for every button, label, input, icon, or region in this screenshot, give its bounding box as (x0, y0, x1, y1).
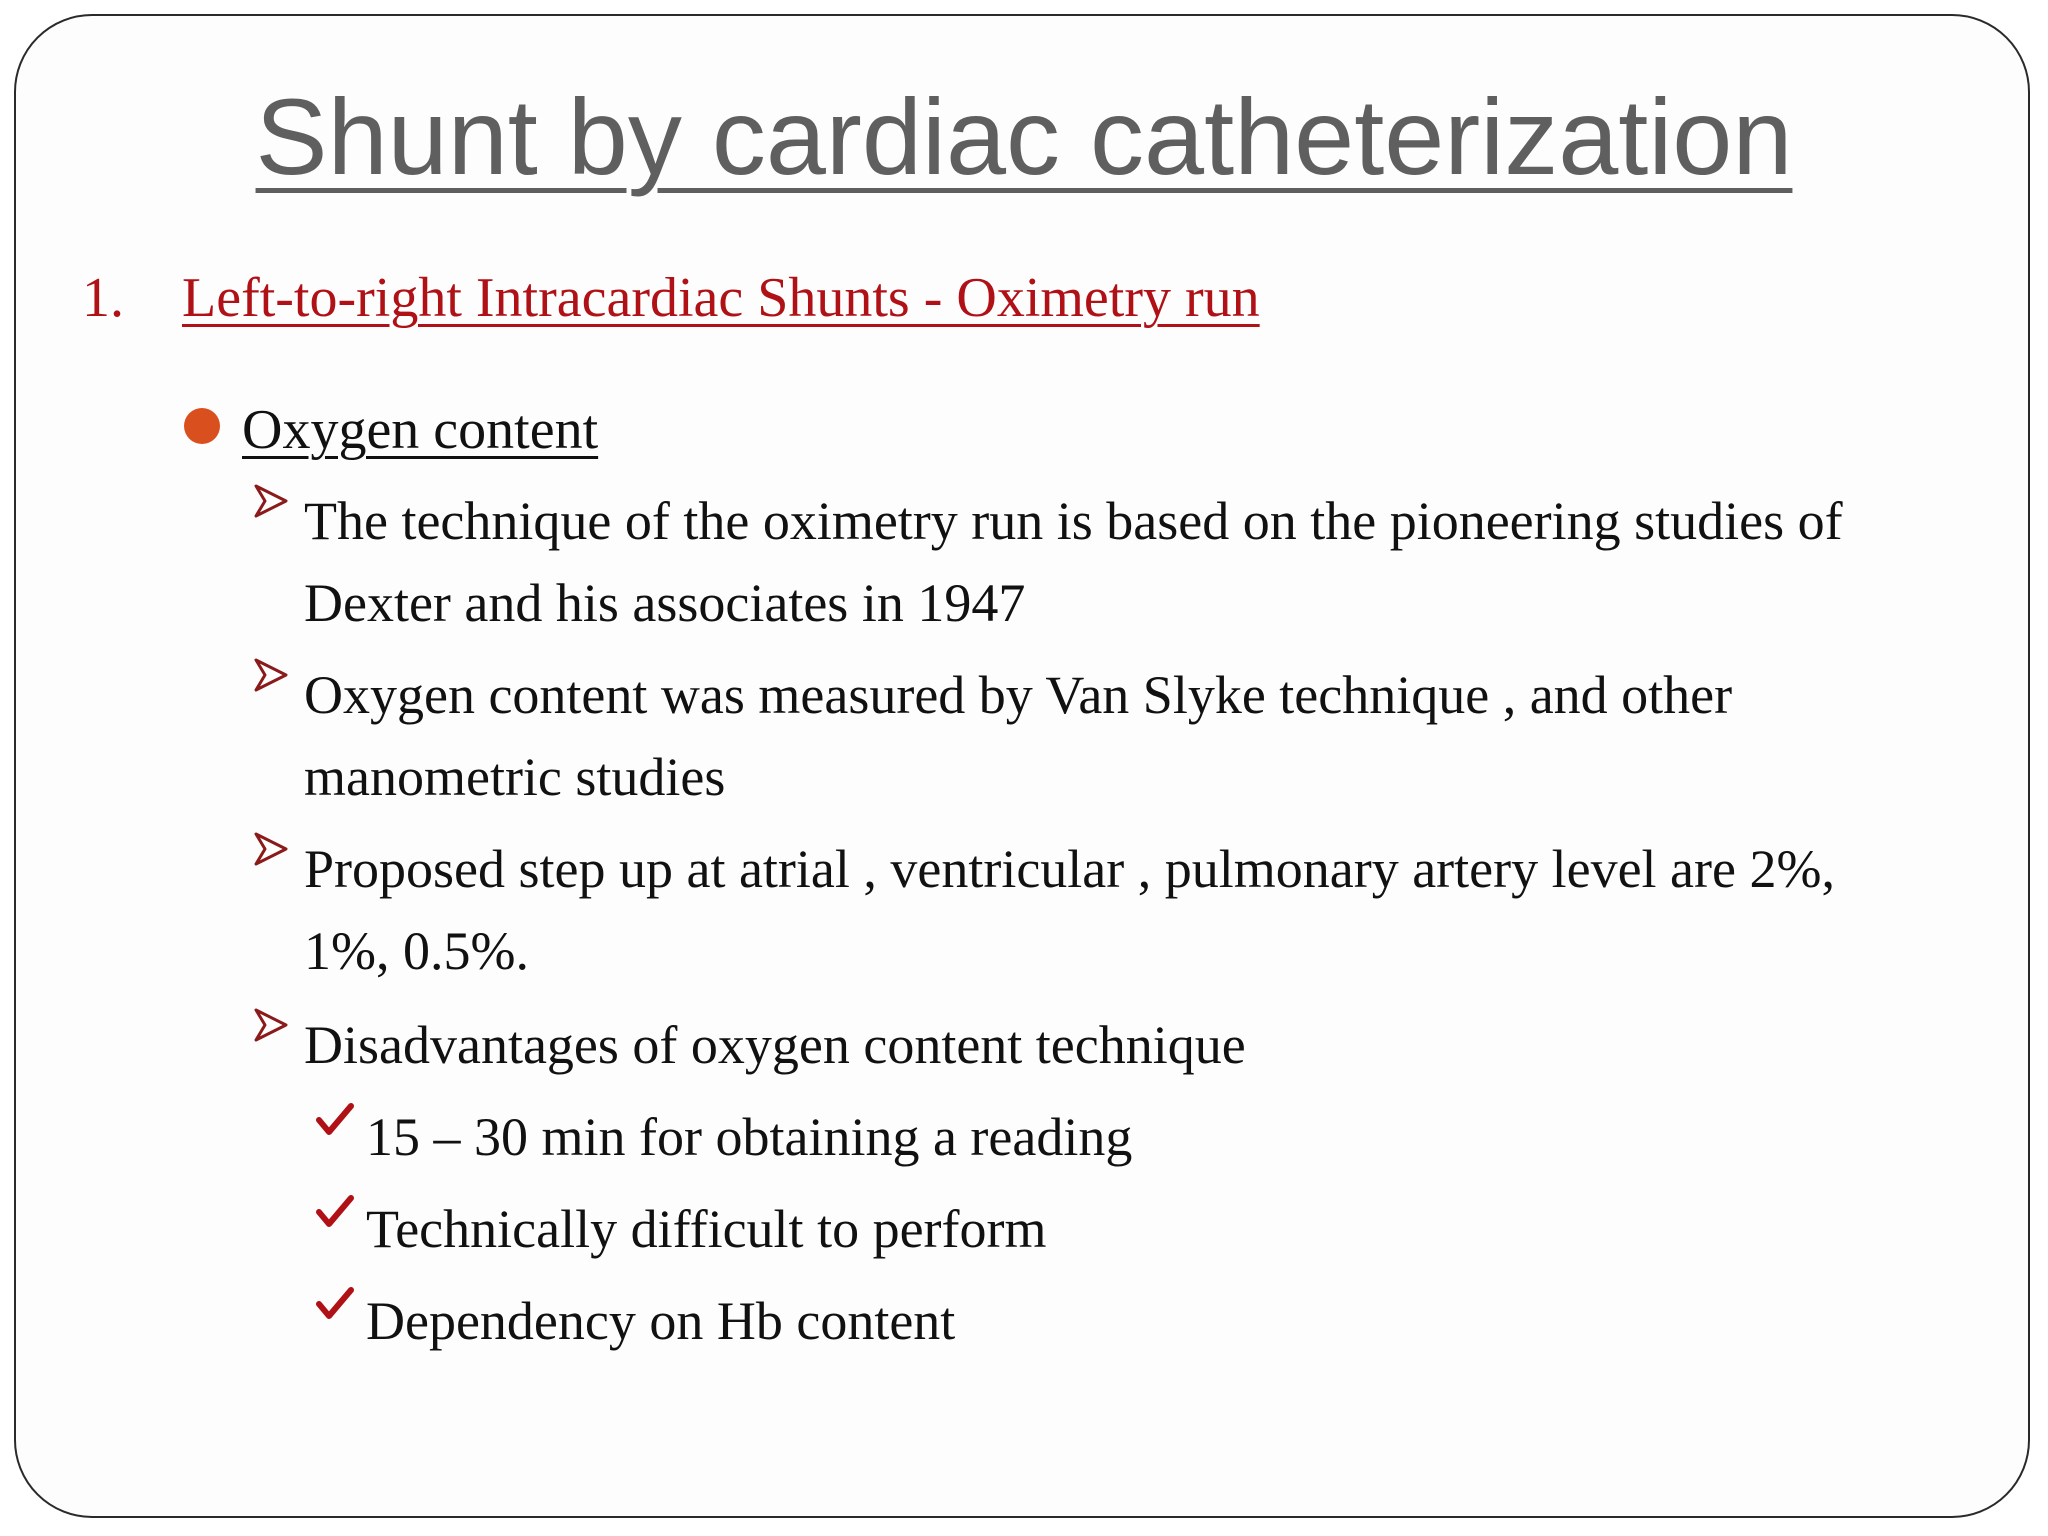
sub-point (254, 480, 1894, 644)
slide (14, 14, 2030, 1518)
arrowhead-bullet-icon (254, 658, 288, 692)
bullet-dot-icon (184, 408, 220, 444)
section-heading-text: Left-to-right Intracardiac Shunts - Oximetry run (182, 267, 1260, 329)
sub-point-text: Proposed step up at atrial , ventricular , pulmonary artery level are 2%, 1%, 0.5%. (304, 839, 1835, 981)
disadvantage-text: Dependency on Hb content (366, 1291, 956, 1351)
sub-point-text: Oxygen content was measured by Van Slyke technique , and other manometric studies (304, 665, 1733, 807)
arrowhead-bullet-icon (254, 484, 288, 518)
disadvantage-text: 15 – 30 min for obtaining a reading (366, 1107, 1133, 1167)
checkmark-icon (316, 1286, 354, 1322)
section-number: 1. (82, 267, 124, 329)
sub-point-text: The technique of the oximetry run is based on the pioneering studies of Dexter and his associates in 1947 (304, 491, 1843, 633)
disadvantage-item (316, 1096, 1132, 1178)
slide-title: Shunt by cardiac catheterization (255, 76, 1793, 197)
arrowhead-bullet-icon (254, 1008, 288, 1042)
sub-point (254, 654, 1894, 818)
disadvantage-item (316, 1188, 1046, 1270)
sub-point (254, 828, 1894, 992)
disadvantage-text: Technically difficult to perform (366, 1199, 1047, 1259)
bullet-label: Oxygen content (242, 399, 599, 461)
checkmark-icon (316, 1102, 354, 1138)
sub-point-text: Disadvantages of oxygen content technique (304, 1015, 1246, 1075)
disadvantage-item (316, 1280, 955, 1362)
checkmark-icon (316, 1194, 354, 1230)
arrowhead-bullet-icon (254, 832, 288, 866)
sub-point (254, 1004, 1894, 1086)
section-heading (82, 268, 1260, 330)
